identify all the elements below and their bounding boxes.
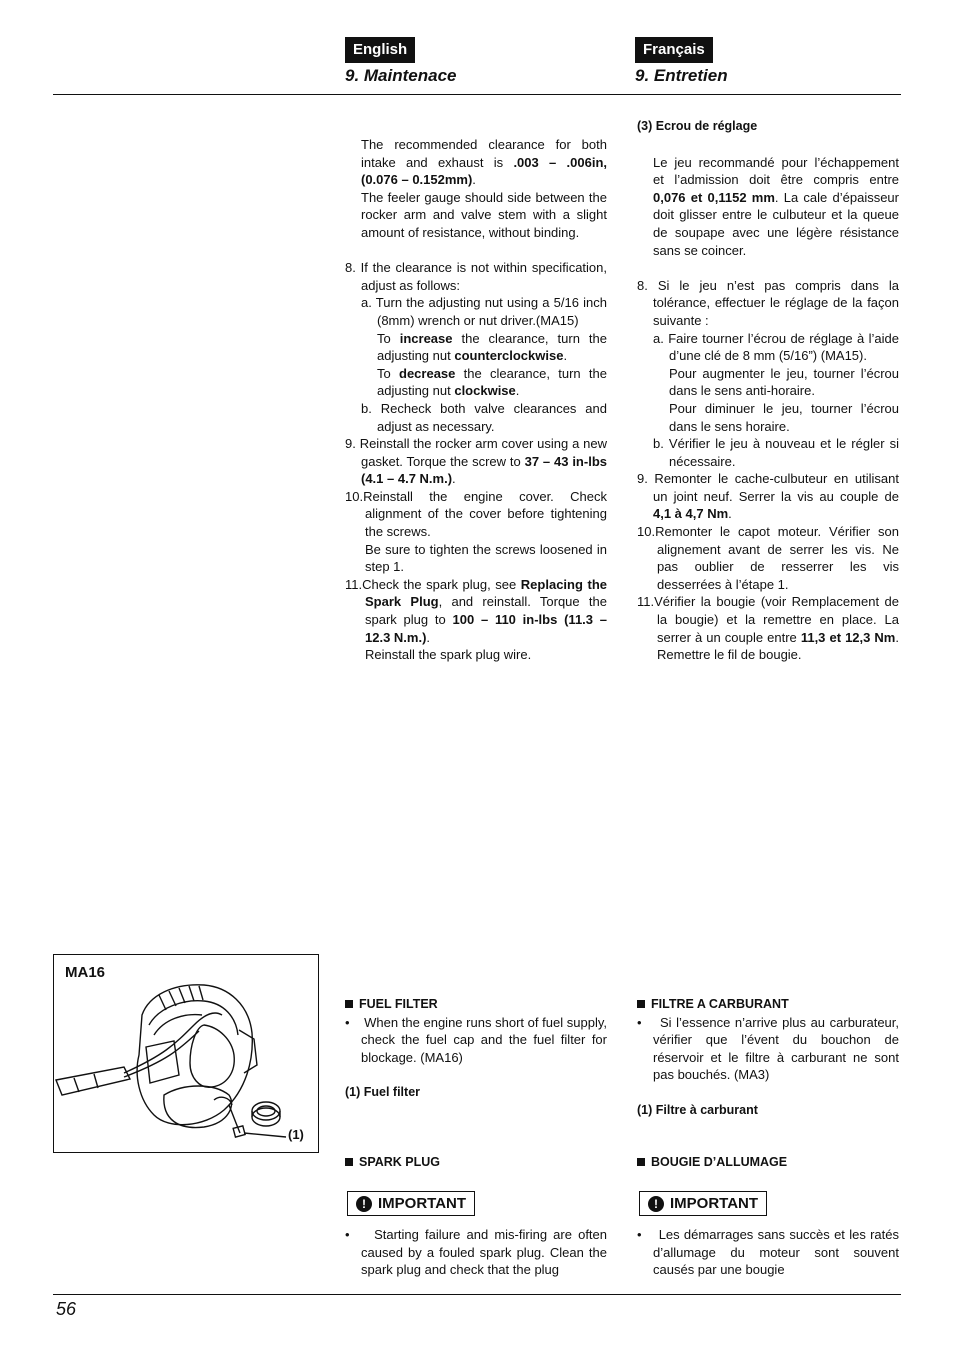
english-section-title: 9. Maintenace: [345, 66, 457, 85]
decrease-instruction: To decrease the clearance, turn the adjusting nut clockwise.: [377, 365, 607, 399]
page-number: 56: [56, 1299, 77, 1319]
spark-plug-heading: SPARK PLUG: [345, 1155, 440, 1169]
fuel-filter-text: • When the engine runs short of fuel supply, check the fuel cap and the fuel filter for blockage. (MA16): [345, 1014, 607, 1065]
french-step-10: 10.Remonter le capot moteur. Vérifier son alignement avant de serrer les vis. Ne pas oublier de resserrer les vis desserrées à l’étape 1.: [637, 524, 899, 592]
step-9: 9. Reinstall the rocker arm cover using a new gasket. Torque the screw to 37 – 43 in-lbs (4.1 – 4.7 N.m.).: [345, 436, 607, 487]
french-step-8b: b. Vérifier le jeu à nouveau et le régler si nécessaire.: [653, 436, 899, 469]
french-fuel-filter-heading: FILTRE A CARBURANT: [637, 996, 899, 1014]
figure-ma16: [53, 954, 319, 1153]
feeler-gauge-paragraph: The feeler gauge should side between the rocker arm and valve stem with a slight amount of resistance, without binding.: [361, 189, 607, 240]
clearance-paragraph: The recommended clearance for both intake and exhaust is .003 – .006in, (0.076 – 0.152mm).: [361, 137, 607, 188]
french-step-9: 9. Remonter le cache-culbuteur en utilisant un joint neuf. Serrer la vis au couple de 4,1 à 4,7 Nm.: [637, 471, 899, 522]
header-rule: [53, 94, 901, 95]
step-11: 11.Check the spark plug, see Replacing the Spark Plug, and reinstall. Torque the spark plug to 100 – 110 in-lbs (11.3 – 12.3 N.m.).: [345, 576, 608, 645]
french-clearance-paragraph: Le jeu recommandé pour l’échappement et l’admission doit être compris entre 0,076 et 0,1152 mm. La cale d’épaisseur doit glisser entre le culbuteur et la queue de soupape avec une légère résistance sans se coincer.: [653, 154, 899, 258]
french-fuel-filter-caption: (1) Filtre à carburant: [637, 1102, 758, 1117]
english-fuel-filter-section: [345, 996, 607, 1102]
step-8b: b. Recheck both valve clearances and adjust as necessary.: [361, 400, 607, 434]
french-spark-plug-text: • Les démarrages sans succès et les ratés d’allumage du moteur sont souvent causés par une bougie: [637, 1227, 899, 1278]
french-section-title: 9. Entretien: [635, 66, 728, 85]
important-notice-french: ! IMPORTANT: [639, 1191, 767, 1216]
step-8a: a. Turn the adjusting nut using a 5/16 inch (8mm) wrench or nut driver.(MA15): [361, 295, 607, 328]
square-bullet-icon: [345, 1000, 353, 1008]
step-10: 10.Reinstall the engine cover. Check alignment of the cover before tightening the screws.: [345, 488, 607, 540]
footer-rule: [53, 1294, 901, 1295]
increase-instruction: To increase the clearance, turn the adjusting nut counterclockwise.: [377, 330, 607, 364]
english-maintenance-text: [345, 136, 607, 664]
english-language-badge: English: [345, 37, 415, 63]
step-8: 8. If the clearance is not within specification, adjust as follows:: [345, 260, 607, 293]
french-step-8a: a. Faire tourner l’écrou de réglage à l’aide d’une clé de 8 mm (5/16”) (MA15).: [653, 330, 899, 364]
exclamation-icon: !: [648, 1196, 664, 1212]
french-increase-instruction: Pour augmenter le jeu, tourner l’écrou dans le sens anti-horaire.: [669, 365, 899, 399]
step-10-note: Be sure to tighten the screws loosened in step 1.: [365, 541, 607, 575]
french-maintenance-text: [637, 118, 899, 664]
french-decrease-instruction: Pour diminuer le jeu, tourner l’écrou dans le sens horaire.: [669, 400, 899, 434]
french-language-badge: Français: [635, 37, 713, 63]
english-spark-plug-text: • Starting failure and mis-firing are often caused by a fouled spark plug. Clean the spark plug and check that the plug: [345, 1227, 608, 1278]
french-step-11: 11.Vérifier la bougie (voir Remplacement de la bougie) et la remettre en place. La serrer à un couple entre 11,3 et 12,3 Nm. Remettre le fil de bougie.: [637, 594, 899, 663]
fuel-filter-caption: (1) Fuel filter: [345, 1084, 421, 1099]
square-bullet-icon: [637, 1000, 645, 1008]
figure-label: MA16: [65, 964, 106, 981]
fuel-filter-heading: FUEL FILTER: [345, 996, 607, 1014]
french-step-8: 8. Si le jeu n’est pas compris dans la tolérance, effectuer le réglage de la façon suivante :: [637, 277, 899, 328]
square-bullet-icon: [345, 1158, 353, 1166]
trimmer-engine-illustration: [54, 955, 318, 1152]
french-fuel-filter-text: • Si l’essence n’arrive plus au carburateur, vérifier que l’évent du bouchon de réservoir et le filtre à carburant ne sont pas bouchés. (MA3): [637, 1014, 900, 1083]
french-spark-plug-heading: BOUGIE D’ALLUMAGE: [637, 1155, 787, 1169]
french-fuel-filter-section: [637, 996, 899, 1119]
french-caption-adjusting-nut: (3) Ecrou de réglage: [637, 119, 758, 133]
step-11-note: Reinstall the spark plug wire.: [365, 647, 532, 663]
square-bullet-icon: [637, 1158, 645, 1166]
figure-callout-1: (1): [288, 1127, 304, 1142]
important-notice-english: ! IMPORTANT: [347, 1191, 475, 1216]
exclamation-icon: !: [356, 1196, 372, 1212]
